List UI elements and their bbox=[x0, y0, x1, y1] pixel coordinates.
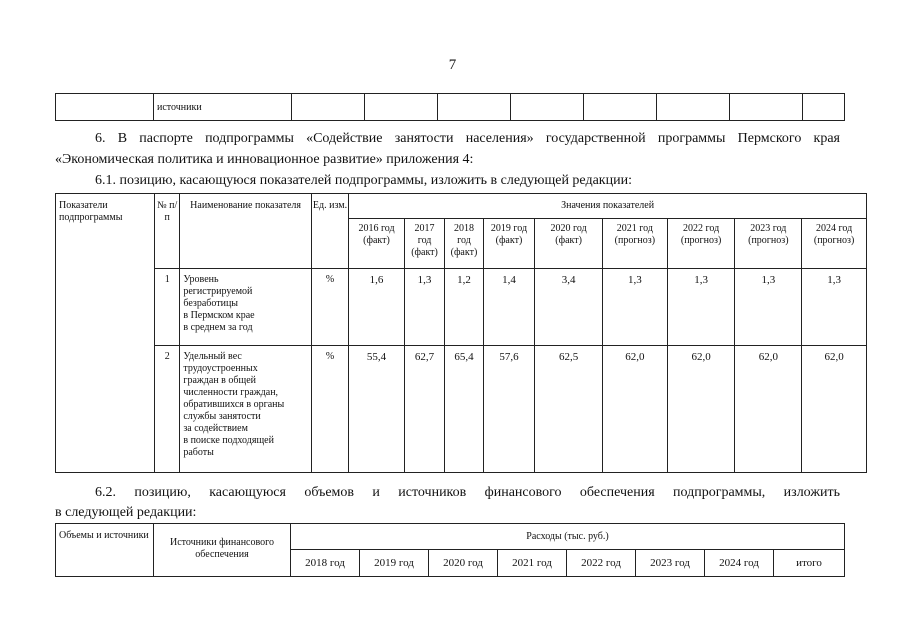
year-header-7 bbox=[735, 219, 802, 269]
year-header-line: 2016 год bbox=[358, 223, 395, 235]
indicator-value: 1,2 bbox=[445, 269, 483, 345]
row-number: 2 bbox=[155, 345, 180, 472]
year-header-line: 2023 год bbox=[750, 223, 787, 235]
indicator-value: 1,3 bbox=[404, 269, 444, 345]
paragraph-6-line1: 6. В паспорте подпрограммы «Содействие занятости населения» государственной программы Пермского края bbox=[95, 131, 840, 146]
year-header-line: год bbox=[457, 235, 471, 247]
indicator-name-line: в поиске подходящей bbox=[183, 434, 274, 446]
finance-year-header: 2023 год bbox=[636, 550, 705, 577]
header-unit: Ед. изм. bbox=[311, 194, 348, 269]
year-header-line: (факт) bbox=[363, 235, 390, 247]
row-number: 1 bbox=[155, 269, 180, 345]
year-header-2 bbox=[445, 219, 483, 269]
header-name: Наименование показателя bbox=[180, 194, 311, 269]
year-header-4 bbox=[535, 219, 603, 269]
year-header-line: (факт) bbox=[411, 247, 438, 259]
year-header-line: (факт) bbox=[495, 235, 523, 247]
indicator-name-line: трудоустроенных bbox=[183, 362, 258, 374]
year-header-line: 2017 bbox=[414, 223, 435, 235]
finance-year-header: 2018 год bbox=[291, 550, 360, 577]
indicator-name-line: Удельный вес bbox=[183, 350, 242, 362]
indicator-value: 62,0 bbox=[667, 345, 735, 472]
header-values: Значения показателей bbox=[349, 194, 867, 219]
sources-cell: источники bbox=[154, 94, 292, 121]
indicator-name-line: в Пермском крае bbox=[183, 310, 255, 322]
year-header-line: 2022 год bbox=[683, 223, 720, 235]
header-num: № п/п bbox=[155, 194, 180, 269]
finance-year-header: 2024 год bbox=[705, 550, 774, 577]
header-expenses: Расходы (тыс. руб.) bbox=[291, 524, 845, 550]
paragraph-6-1: 6.1. позицию, касающуюся показателей подпрограммы, изложить в следующей редакции: bbox=[95, 173, 632, 188]
table-row bbox=[56, 269, 867, 345]
indicator-value: 1,3 bbox=[603, 269, 668, 345]
header-sources: Источники финансового обеспечения bbox=[154, 524, 291, 577]
indicator-value: 3,4 bbox=[535, 269, 603, 345]
year-header-line: (прогноз) bbox=[748, 235, 789, 247]
paragraph-6-line2: «Экономическая политика и инновационное развитие» приложения 4: bbox=[55, 152, 474, 167]
year-header-line: 2019 год bbox=[490, 223, 528, 235]
indicator-value: 1,3 bbox=[667, 269, 735, 345]
indicator-name-line: обратившихся в органы bbox=[183, 398, 285, 410]
year-header-6 bbox=[667, 219, 735, 269]
indicator-name-line: работы bbox=[183, 446, 214, 458]
indicator-value: 62,0 bbox=[802, 345, 867, 472]
year-header-1 bbox=[404, 219, 444, 269]
year-header-5 bbox=[603, 219, 668, 269]
indicator-name-line: безработицы bbox=[183, 298, 239, 310]
year-header-0 bbox=[349, 219, 405, 269]
indicator-value: 62,0 bbox=[735, 345, 802, 472]
year-header-line: (прогноз) bbox=[813, 235, 855, 247]
previous-table-fragment bbox=[55, 93, 845, 121]
indicator-name-line: Уровень bbox=[183, 274, 219, 286]
indicators-table bbox=[55, 193, 867, 473]
indicator-name-line: граждан в общей bbox=[183, 374, 256, 386]
year-header-line: (прогноз) bbox=[614, 235, 656, 247]
year-header-line: 2021 год bbox=[616, 223, 653, 235]
indicator-value: 65,4 bbox=[445, 345, 483, 472]
table-row bbox=[56, 345, 867, 472]
finance-year-header: 2022 год bbox=[567, 550, 636, 577]
year-header-line: 2020 год bbox=[550, 223, 587, 235]
paragraph-6-2-line1: 6.2. позицию, касающуюся объемов и источников финансового обеспечения подпрограммы, изложить bbox=[95, 485, 840, 500]
indicator-value: 1,3 bbox=[802, 269, 867, 345]
indicator-value: 62,5 bbox=[535, 345, 603, 472]
finance-year-header: 2019 год bbox=[360, 550, 429, 577]
year-header-line: (прогноз) bbox=[680, 235, 722, 247]
indicator-name-line: службы занятости bbox=[183, 410, 261, 422]
year-header-line: (факт) bbox=[450, 247, 478, 259]
indicator-unit: % bbox=[311, 269, 348, 345]
indicator-value: 55,4 bbox=[349, 345, 405, 472]
indicator-name-line: регистрируемой bbox=[183, 286, 253, 298]
indicator-name-line: численности граждан, bbox=[183, 386, 279, 398]
indicator-name-line: в среднем за год bbox=[183, 322, 253, 334]
header-indicators: Показатели подпрограммы bbox=[56, 194, 155, 473]
indicator-name-line: за содействием bbox=[183, 422, 248, 434]
paragraph-6-2-line2: в следующей редакции: bbox=[55, 505, 197, 520]
indicator-name bbox=[180, 345, 311, 472]
page-number: 7 bbox=[448, 57, 457, 73]
year-header-8 bbox=[802, 219, 867, 269]
finance-year-header: итого bbox=[774, 550, 845, 577]
year-header-line: 2018 bbox=[453, 223, 474, 235]
finance-table bbox=[55, 523, 845, 577]
year-header-line: (факт) bbox=[555, 235, 582, 247]
indicator-value: 62,0 bbox=[603, 345, 668, 472]
indicator-unit: % bbox=[311, 345, 348, 472]
year-header-3 bbox=[483, 219, 535, 269]
header-volumes: Объемы и источники bbox=[56, 524, 154, 577]
year-header-line: 2024 год bbox=[816, 223, 853, 235]
year-header-line: год bbox=[417, 235, 432, 247]
indicator-value: 1,6 bbox=[349, 269, 405, 345]
indicator-value: 57,6 bbox=[483, 345, 535, 472]
indicator-value: 1,4 bbox=[483, 269, 535, 345]
finance-year-header: 2021 год bbox=[498, 550, 567, 577]
finance-year-header: 2020 год bbox=[429, 550, 498, 577]
indicator-value: 62,7 bbox=[404, 345, 444, 472]
indicator-value: 1,3 bbox=[735, 269, 802, 345]
indicator-name bbox=[180, 269, 311, 345]
